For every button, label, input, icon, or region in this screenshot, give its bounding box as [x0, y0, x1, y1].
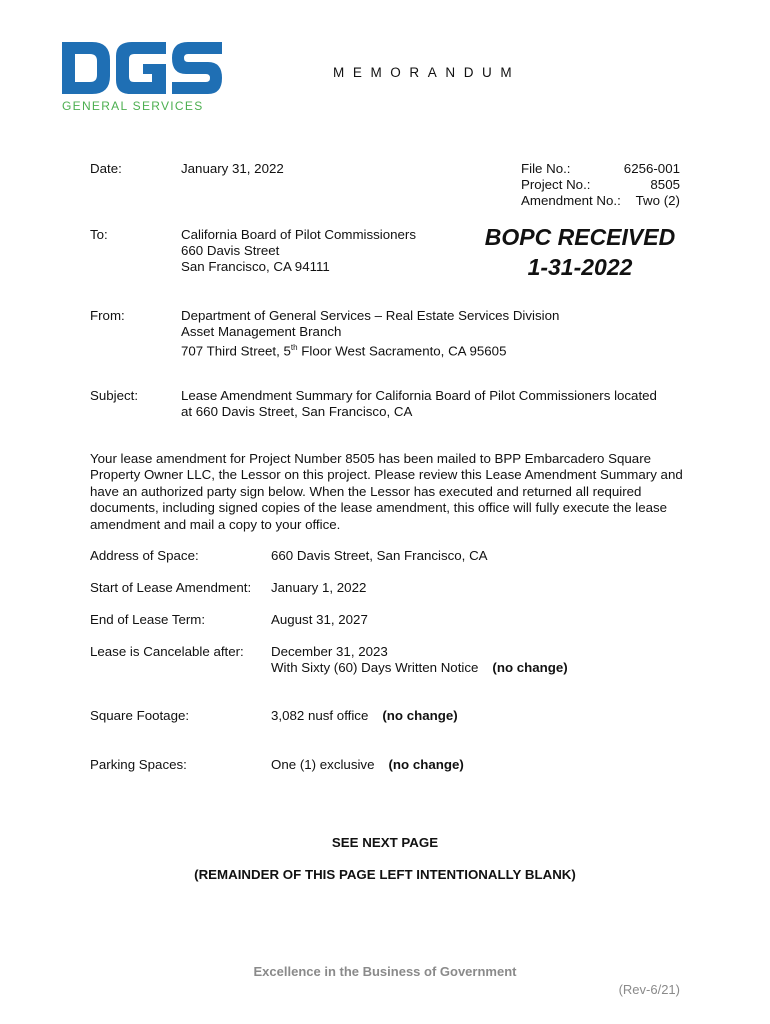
- to-line: San Francisco, CA 94111: [181, 259, 330, 274]
- memo-title: MEMORANDUM: [333, 65, 521, 80]
- term-label: Address of Space:: [90, 548, 199, 563]
- date-value: January 31, 2022: [181, 161, 284, 176]
- from-address-post: Floor West Sacramento, CA 95605: [297, 343, 507, 359]
- date-label: Date:: [90, 161, 122, 176]
- term-value-line-2: [271, 660, 568, 676]
- to-line: 660 Davis Street: [181, 243, 280, 258]
- to-line: California Board of Pilot Commissioners: [181, 227, 417, 242]
- amendment-no-value: Two (2): [635, 193, 680, 208]
- term-label: Lease is Cancelable after:: [90, 644, 244, 659]
- from-address-pre: 707 Third Street, 5: [181, 343, 291, 359]
- no-change-note: (no change): [388, 757, 464, 772]
- term-value: August 31, 2027: [271, 612, 368, 627]
- received-stamp: [470, 222, 690, 282]
- amendment-no-label: Amendment No.:: [521, 193, 621, 208]
- from-address-sup: th: [290, 343, 298, 352]
- no-change-note: (no change): [382, 708, 458, 723]
- stamp-line-1: BOPC RECEIVED: [484, 224, 676, 250]
- term-label: Parking Spaces:: [90, 757, 187, 772]
- term-value-2: With Sixty (60) Days Written Notice: [271, 660, 479, 675]
- project-no-value: 8505: [650, 177, 680, 192]
- from-line: Asset Management Branch: [181, 324, 342, 339]
- subject-label: Subject:: [90, 388, 139, 403]
- no-change-note: (no change): [492, 660, 568, 675]
- footer-slogan: Excellence in the Business of Government: [253, 964, 517, 979]
- from-address: [181, 340, 506, 359]
- term-value: January 1, 2022: [271, 580, 367, 595]
- term-value: 660 Davis Street, San Francisco, CA: [271, 548, 488, 563]
- term-label: Square Footage:: [90, 708, 190, 723]
- from-line: Department of General Services – Real Estate Services Division: [181, 308, 560, 323]
- logo-tagline: GENERAL SERVICES: [62, 99, 204, 113]
- to-label: To:: [90, 227, 108, 242]
- revision-label: (Rev-6/21): [618, 982, 680, 997]
- see-next-page: SEE NEXT PAGE: [331, 835, 439, 850]
- term-value: 3,082 nusf office: [271, 708, 369, 723]
- from-label: From:: [90, 308, 125, 323]
- term-value-row: [271, 757, 464, 773]
- term-label: Start of Lease Amendment:: [90, 580, 252, 595]
- term-label: End of Lease Term:: [90, 612, 206, 627]
- dgs-logo: [62, 40, 224, 114]
- term-value: December 31, 2023: [271, 644, 388, 659]
- stamp-line-2: 1-31-2022: [527, 254, 633, 280]
- file-no-value: 6256-001: [623, 161, 680, 176]
- project-no-label: Project No.:: [521, 177, 591, 192]
- body-paragraph: Your lease amendment for Project Number 8505 has been mailed to BPP Embarcadero Square Property Owner LLC, the Lessor on this project. Please review this Lease Amendment Summary and have an authorized party sign below. When the Lessor has executed and returned all required documents, including signed copies of the lease amendment, this office will fully execute the lease amendment and mail a copy to your office.: [90, 451, 683, 532]
- term-value-row: [271, 708, 458, 724]
- term-value: One (1) exclusive: [271, 757, 375, 772]
- file-no-label: File No.:: [521, 161, 571, 176]
- remainder-note: (REMAINDER OF THIS PAGE LEFT INTENTIONALLY BLANK): [194, 867, 576, 882]
- subject-line: at 660 Davis Street, San Francisco, CA: [181, 404, 413, 419]
- subject-line: Lease Amendment Summary for California Board of Pilot Commissioners located: [181, 388, 657, 403]
